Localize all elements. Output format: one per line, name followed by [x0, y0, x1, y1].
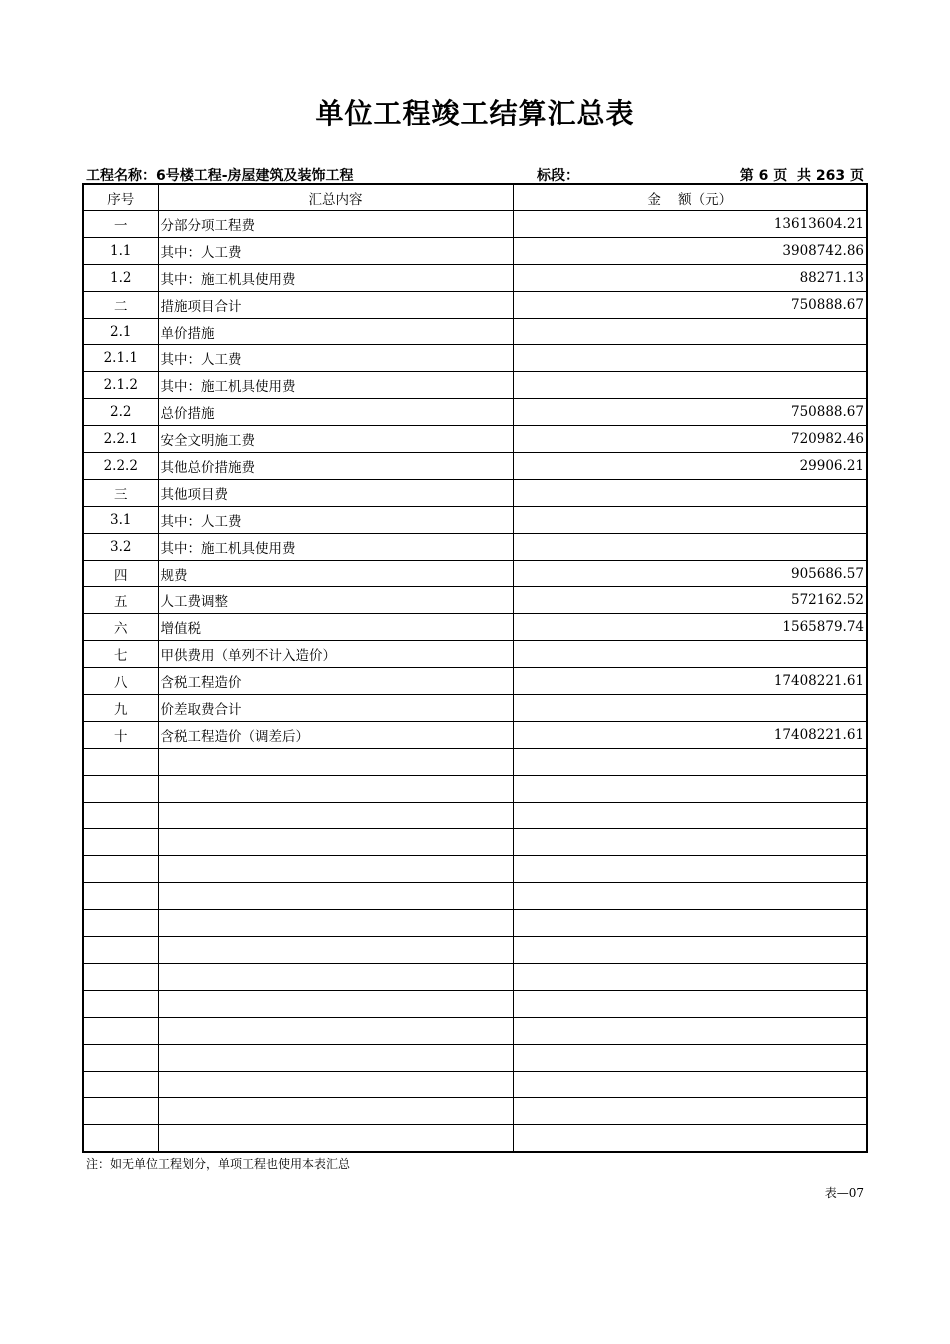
page-title: 单位工程竣工结算汇总表 — [315, 97, 635, 130]
cell-content: 单价措施 — [158, 318, 513, 345]
section-label: 标段： — [537, 168, 579, 184]
cell-seq: 七 — [83, 641, 158, 668]
cell-seq — [83, 1044, 158, 1071]
cell-amount — [513, 1071, 867, 1098]
table-row — [83, 910, 867, 937]
cell-content: 措施项目合计 — [158, 291, 513, 318]
cell-amount — [513, 963, 867, 990]
cell-amount — [513, 937, 867, 964]
table-row — [83, 264, 867, 291]
cell-content — [158, 829, 513, 856]
cell-amount: 750888.67 — [513, 399, 867, 426]
cell-seq: 三 — [83, 479, 158, 506]
column-header-seq: 序号 — [83, 184, 158, 211]
table-row — [83, 345, 867, 372]
form-number: 表—07 — [824, 1186, 864, 1200]
cell-content — [158, 990, 513, 1017]
cell-seq: 3.1 — [83, 506, 158, 533]
table-row — [83, 318, 867, 345]
cell-seq — [83, 937, 158, 964]
cell-amount: 1565879.74 — [513, 614, 867, 641]
cell-content — [158, 1071, 513, 1098]
cell-content: 其中：施工机具使用费 — [158, 372, 513, 399]
column-header-amount: 金 额（元） — [513, 184, 867, 211]
cell-content: 含税工程造价 — [158, 668, 513, 695]
cell-seq: 二 — [83, 291, 158, 318]
cell-seq: 2.2.1 — [83, 426, 158, 453]
cell-seq — [83, 1071, 158, 1098]
cell-amount — [513, 775, 867, 802]
cell-amount: 88271.13 — [513, 264, 867, 291]
table-row — [83, 587, 867, 614]
table-row — [83, 614, 867, 641]
table-row — [83, 1044, 867, 1071]
cell-amount — [513, 856, 867, 883]
table-row — [83, 1071, 867, 1098]
cell-amount: 3908742.86 — [513, 237, 867, 264]
cell-amount: 572162.52 — [513, 587, 867, 614]
table-row — [83, 802, 867, 829]
cell-content: 其他总价措施费 — [158, 453, 513, 480]
cell-content: 其中：人工费 — [158, 345, 513, 372]
table-row — [83, 641, 867, 668]
table-row — [83, 372, 867, 399]
cell-amount — [513, 479, 867, 506]
cell-seq: 八 — [83, 668, 158, 695]
cell-content — [158, 883, 513, 910]
table-row — [83, 856, 867, 883]
cell-amount: 17408221.61 — [513, 668, 867, 695]
table-header-row — [83, 184, 867, 211]
cell-seq: 2.2 — [83, 399, 158, 426]
cell-amount — [513, 748, 867, 775]
table-row — [83, 721, 867, 748]
cell-amount — [513, 1017, 867, 1044]
summary-table — [82, 183, 868, 1153]
table-row — [83, 533, 867, 560]
cell-seq: 九 — [83, 695, 158, 722]
cell-seq: 四 — [83, 560, 158, 587]
cell-content — [158, 1044, 513, 1071]
cell-content: 甲供费用（单列不计入造价） — [158, 641, 513, 668]
cell-content — [158, 910, 513, 937]
table-row — [83, 937, 867, 964]
cell-amount — [513, 506, 867, 533]
cell-amount — [513, 990, 867, 1017]
cell-seq — [83, 748, 158, 775]
cell-content: 价差取费合计 — [158, 695, 513, 722]
project-name: 工程名称：6号楼工程-房屋建筑及装饰工程 — [86, 168, 354, 184]
table-row — [83, 453, 867, 480]
cell-amount: 17408221.61 — [513, 721, 867, 748]
cell-amount — [513, 802, 867, 829]
cell-amount: 750888.67 — [513, 291, 867, 318]
table-row — [83, 506, 867, 533]
cell-seq: 五 — [83, 587, 158, 614]
cell-seq — [83, 856, 158, 883]
cell-content — [158, 748, 513, 775]
cell-content: 总价措施 — [158, 399, 513, 426]
table-row — [83, 399, 867, 426]
cell-seq — [83, 990, 158, 1017]
cell-seq: 十 — [83, 721, 158, 748]
table-row — [83, 1125, 867, 1152]
cell-amount — [513, 883, 867, 910]
cell-content: 其中：施工机具使用费 — [158, 264, 513, 291]
cell-amount — [513, 641, 867, 668]
cell-content: 增值税 — [158, 614, 513, 641]
cell-amount — [513, 372, 867, 399]
table-row — [83, 990, 867, 1017]
table-row — [83, 695, 867, 722]
table-body — [83, 211, 867, 1153]
cell-amount — [513, 533, 867, 560]
table-row — [83, 237, 867, 264]
cell-content: 分部分项工程费 — [158, 211, 513, 238]
cell-seq: 六 — [83, 614, 158, 641]
cell-seq: 一 — [83, 211, 158, 238]
table-row — [83, 479, 867, 506]
cell-amount — [513, 695, 867, 722]
cell-amount — [513, 318, 867, 345]
table-row — [83, 883, 867, 910]
table-row — [83, 963, 867, 990]
table-row — [83, 291, 867, 318]
cell-content: 安全文明施工费 — [158, 426, 513, 453]
table-row — [83, 1017, 867, 1044]
cell-content: 其中：人工费 — [158, 506, 513, 533]
table-row — [83, 829, 867, 856]
cell-seq: 1.1 — [83, 237, 158, 264]
cell-content — [158, 775, 513, 802]
cell-amount — [513, 829, 867, 856]
cell-amount — [513, 345, 867, 372]
table-row — [83, 211, 867, 238]
cell-amount — [513, 910, 867, 937]
cell-seq: 2.1.1 — [83, 345, 158, 372]
cell-content: 其他项目费 — [158, 479, 513, 506]
cell-seq — [83, 802, 158, 829]
cell-amount: 905686.57 — [513, 560, 867, 587]
cell-content: 其中：人工费 — [158, 237, 513, 264]
column-header-content: 汇总内容 — [158, 184, 513, 211]
cell-amount: 29906.21 — [513, 453, 867, 480]
table-row — [83, 748, 867, 775]
cell-amount: 13613604.21 — [513, 211, 867, 238]
cell-seq — [83, 910, 158, 937]
table-row — [83, 668, 867, 695]
cell-seq: 2.1.2 — [83, 372, 158, 399]
cell-content: 规费 — [158, 560, 513, 587]
cell-content — [158, 963, 513, 990]
cell-amount — [513, 1044, 867, 1071]
cell-seq — [83, 1125, 158, 1152]
cell-seq — [83, 1098, 158, 1125]
cell-content: 含税工程造价（调差后） — [158, 721, 513, 748]
cell-amount — [513, 1098, 867, 1125]
table-row — [83, 1098, 867, 1125]
cell-amount — [513, 1125, 867, 1152]
cell-content — [158, 1098, 513, 1125]
cell-seq — [83, 1017, 158, 1044]
cell-seq — [83, 963, 158, 990]
cell-content — [158, 856, 513, 883]
page-indicator: 第 6 页 共 263 页 — [739, 168, 864, 184]
cell-content — [158, 937, 513, 964]
table-row — [83, 775, 867, 802]
cell-content: 人工费调整 — [158, 587, 513, 614]
cell-seq — [83, 883, 158, 910]
cell-seq: 2.1 — [83, 318, 158, 345]
cell-content: 其中：施工机具使用费 — [158, 533, 513, 560]
cell-seq: 2.2.2 — [83, 453, 158, 480]
footnote: 注：如无单位工程划分，单项工程也使用本表汇总 — [86, 1157, 351, 1171]
table-row — [83, 560, 867, 587]
cell-content — [158, 802, 513, 829]
cell-content — [158, 1125, 513, 1152]
cell-seq — [83, 775, 158, 802]
cell-seq: 3.2 — [83, 533, 158, 560]
cell-content — [158, 1017, 513, 1044]
cell-amount: 720982.46 — [513, 426, 867, 453]
cell-seq — [83, 829, 158, 856]
table-row — [83, 426, 867, 453]
cell-seq: 1.2 — [83, 264, 158, 291]
